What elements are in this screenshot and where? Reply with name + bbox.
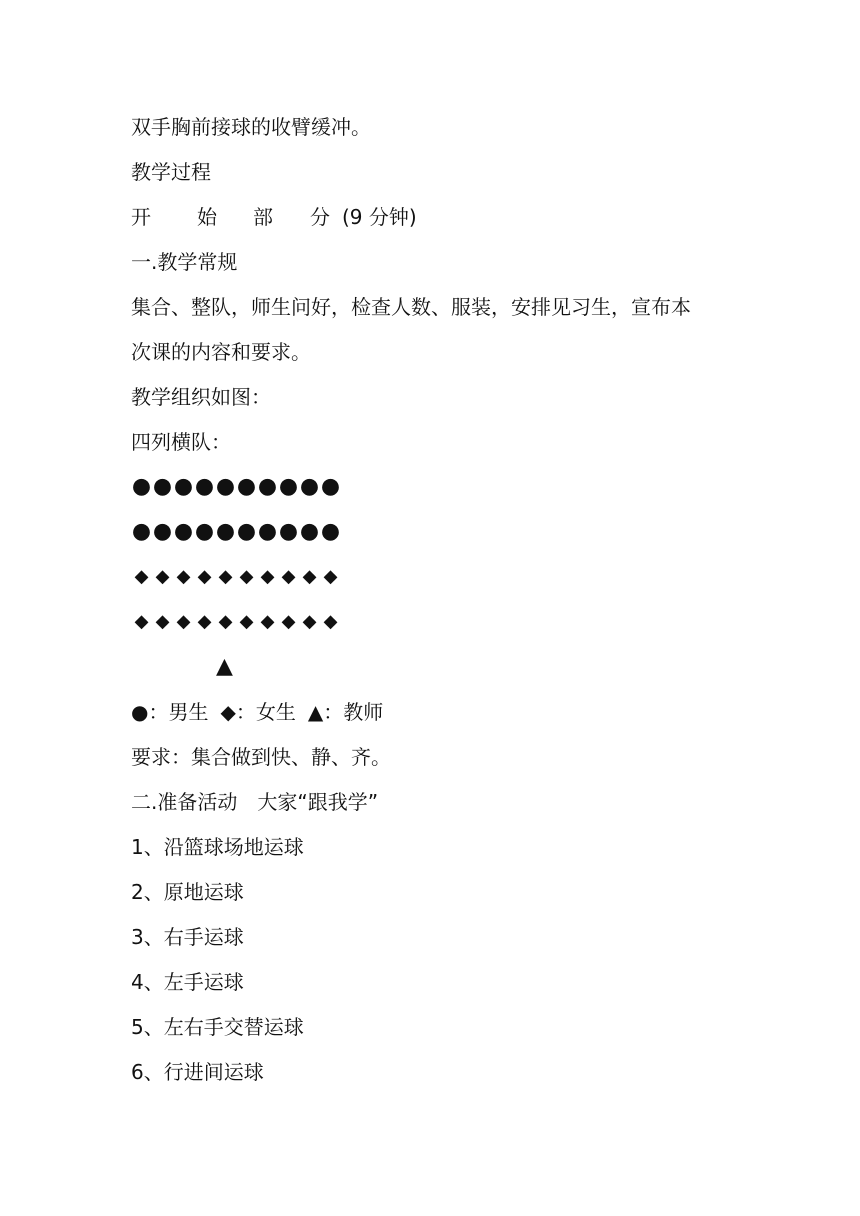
subheading-warmup: 二.准备活动 大家“跟我学” (131, 790, 379, 814)
female-student-icon: ◆ (302, 566, 317, 587)
section-title-teaching-process: 教学过程 (131, 160, 211, 184)
male-student-icon: ● (215, 519, 236, 544)
male-student-icon: ● (320, 519, 341, 544)
formation-row-4 (131, 608, 751, 636)
list-item: 2、原地运球 (131, 880, 244, 904)
male-student-icon: ● (278, 519, 299, 544)
text-organization-label: 教学组织如图： (131, 385, 271, 409)
female-student-icon: ◆ (323, 566, 338, 587)
male-student-icon: ● (299, 474, 320, 499)
text-line-receiving-buffer: 双手胸前接球的收臂缓冲。 (131, 115, 371, 139)
female-student-icon: ◆ (281, 566, 296, 587)
heading-duration: (9 分钟) (342, 205, 417, 229)
female-student-icon: ◆ (218, 566, 233, 587)
section-heading-opening-part (131, 203, 751, 231)
female-student-icon: ◆ (239, 611, 254, 632)
female-student-icon: ◆ (197, 611, 212, 632)
paragraph-routine-line-1: 集合、整队，师生问好，检查人数、服装，安排见习生，宣布本 (131, 295, 691, 319)
male-student-icon: ● (173, 474, 194, 499)
text-requirement: 要求：集合做到快、静、齐。 (131, 745, 391, 769)
legend-teacher: ▲：教师 (307, 700, 384, 724)
formation-row-1 (131, 473, 751, 501)
female-student-icon: ◆ (155, 611, 170, 632)
formation-row-2 (131, 518, 751, 546)
male-student-icon: ● (194, 519, 215, 544)
female-student-icon: ◆ (134, 611, 149, 632)
male-student-icon: ● (236, 519, 257, 544)
heading-char-1: 开 (131, 205, 151, 229)
male-student-icon: ● (173, 519, 194, 544)
male-student-icon: ● (152, 474, 173, 499)
female-student-icon: ◆ (155, 566, 170, 587)
female-student-icon: ◆ (239, 566, 254, 587)
female-student-icon: ◆ (197, 566, 212, 587)
female-student-icon: ◆ (176, 611, 191, 632)
subheading-teaching-routine: 一.教学常规 (131, 250, 238, 274)
male-student-icon: ● (299, 519, 320, 544)
male-student-icon: ● (236, 474, 257, 499)
male-student-icon: ● (320, 474, 341, 499)
male-student-icon: ● (194, 474, 215, 499)
list-item: 5、左右手交替运球 (131, 1015, 304, 1039)
heading-char-3: 部 (253, 205, 273, 229)
female-student-icon: ◆ (218, 611, 233, 632)
teacher-position-icon: ▲ (216, 654, 233, 679)
female-student-icon: ◆ (260, 566, 275, 587)
male-student-icon: ● (278, 474, 299, 499)
formation-legend (131, 698, 751, 726)
male-student-icon: ● (131, 519, 152, 544)
list-item: 4、左手运球 (131, 970, 244, 994)
female-student-icon: ◆ (281, 611, 296, 632)
legend-female: ◆：女生 (220, 700, 296, 724)
heading-char-4: 分 (310, 205, 330, 229)
list-item: 1、沿篮球场地运球 (131, 835, 304, 859)
male-student-icon: ● (257, 519, 278, 544)
heading-char-2: 始 (197, 205, 217, 229)
female-student-icon: ◆ (323, 611, 338, 632)
list-item: 6、行进间运球 (131, 1060, 264, 1084)
formation-row-3 (131, 563, 751, 591)
male-student-icon: ● (215, 474, 236, 499)
legend-male: ●：男生 (131, 700, 209, 724)
female-student-icon: ◆ (260, 611, 275, 632)
male-student-icon: ● (131, 474, 152, 499)
list-item: 3、右手运球 (131, 925, 244, 949)
female-student-icon: ◆ (302, 611, 317, 632)
text-formation-label: 四列横队： (131, 430, 231, 454)
female-student-icon: ◆ (134, 566, 149, 587)
paragraph-routine-line-2: 次课的内容和要求。 (131, 340, 311, 364)
male-student-icon: ● (152, 519, 173, 544)
female-student-icon: ◆ (176, 566, 191, 587)
male-student-icon: ● (257, 474, 278, 499)
